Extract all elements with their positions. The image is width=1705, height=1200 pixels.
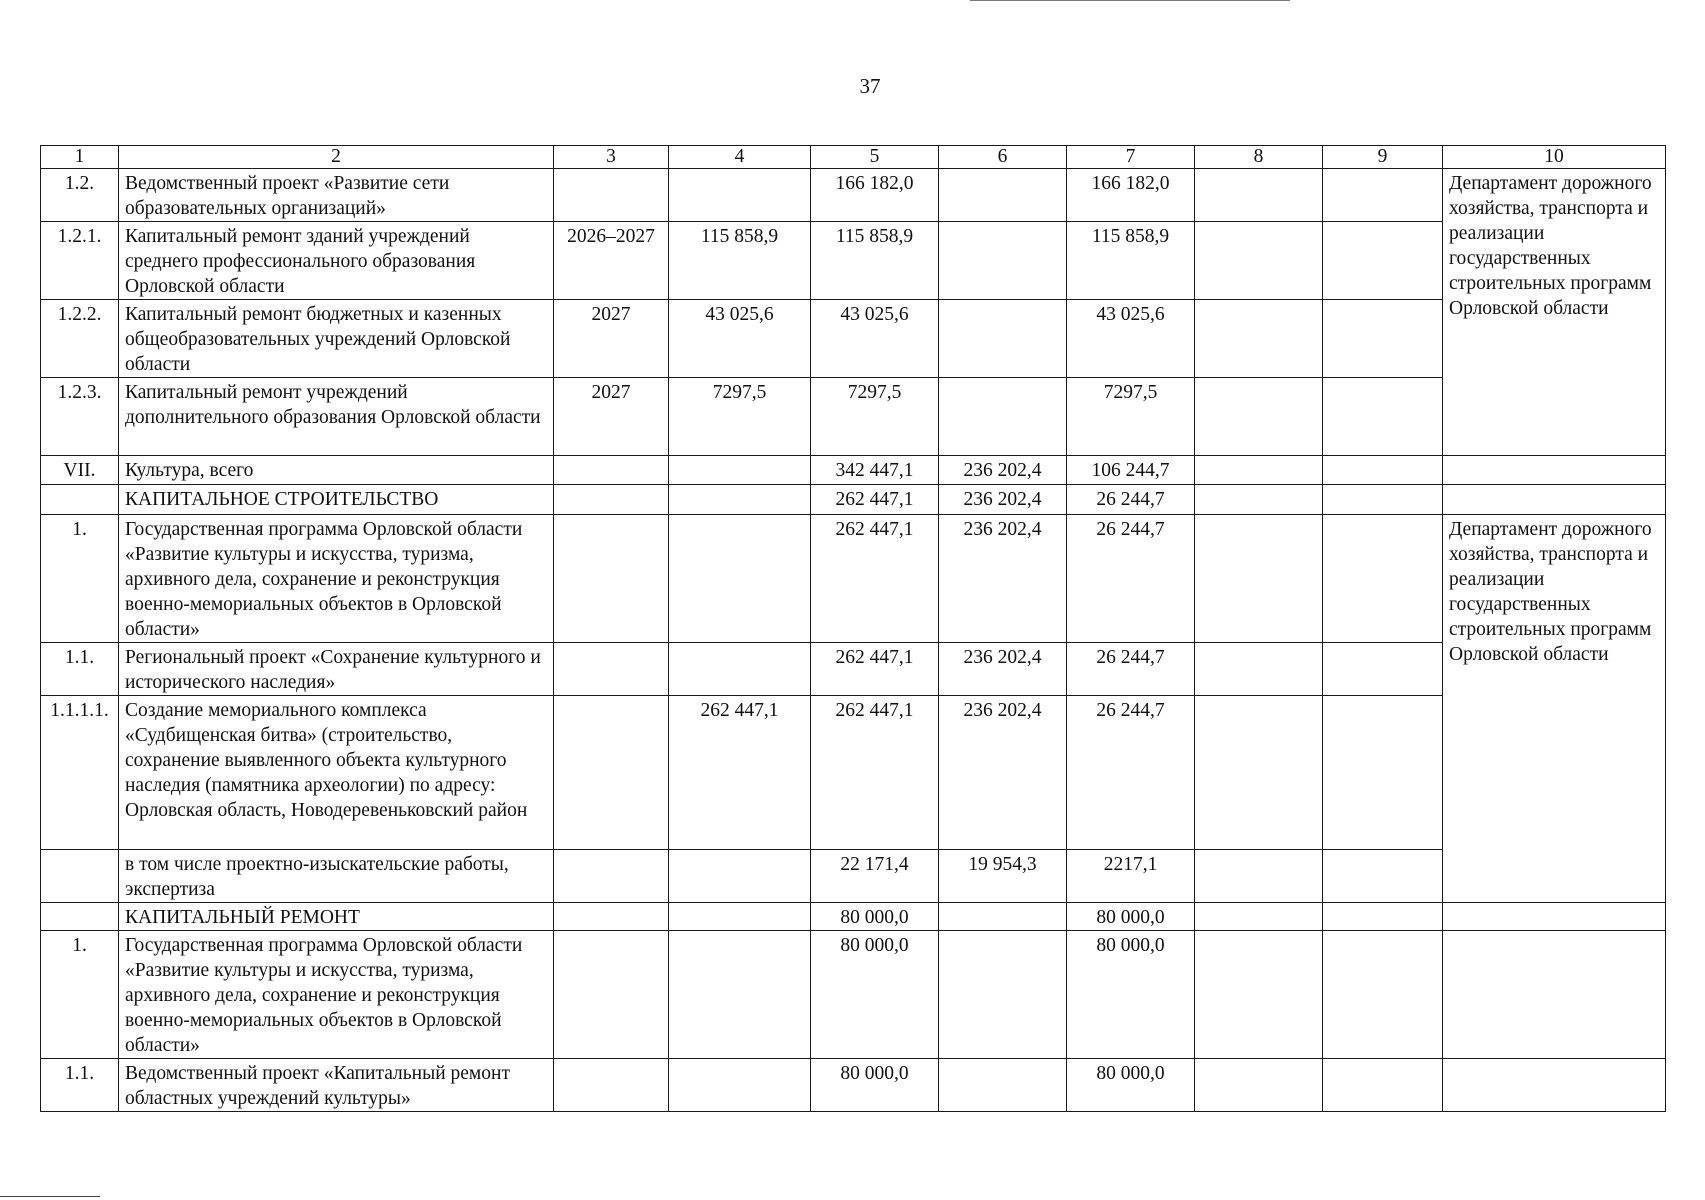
- cell-col8: [1195, 169, 1323, 222]
- budget-table: [40, 145, 1666, 1112]
- cell-col5: 43 025,6: [811, 300, 939, 378]
- table-row: [41, 850, 1666, 903]
- cell-col8: [1195, 485, 1323, 515]
- cell-col5: 262 447,1: [811, 696, 939, 850]
- row-name: Капитальный ремонт учреждений дополнительного образования Орловской области: [119, 378, 554, 456]
- cell-col3: 2026–2027: [554, 222, 669, 300]
- responsible-department: Департамент дорожного хозяйства, транспорта и реализации государственных строительных программ Орловской области: [1443, 169, 1666, 456]
- cell-col4: [669, 515, 811, 643]
- cell-col8: [1195, 222, 1323, 300]
- cell-col10: [1443, 456, 1666, 485]
- cell-col8: [1195, 696, 1323, 850]
- cell-col3: [554, 485, 669, 515]
- cell-col3: [554, 850, 669, 903]
- table-row: [41, 222, 1666, 300]
- cell-col3: 2027: [554, 300, 669, 378]
- cell-col7: 115 858,9: [1067, 222, 1195, 300]
- row-code: 1.: [41, 931, 119, 1059]
- cell-col7: 80 000,0: [1067, 931, 1195, 1059]
- header-cell: 2: [119, 146, 554, 169]
- header-cell: 7: [1067, 146, 1195, 169]
- cell-col7: 2217,1: [1067, 850, 1195, 903]
- header-cell: 5: [811, 146, 939, 169]
- cell-col3: [554, 169, 669, 222]
- cell-col8: [1195, 850, 1323, 903]
- row-code: 1.1.: [41, 643, 119, 696]
- cell-col3: [554, 1059, 669, 1112]
- cell-col5: 80 000,0: [811, 1059, 939, 1112]
- row-name: Культура, всего: [119, 456, 554, 485]
- cell-col9: [1323, 696, 1443, 850]
- table-row: [41, 456, 1666, 485]
- cell-col6: [939, 222, 1067, 300]
- cell-col6: 236 202,4: [939, 485, 1067, 515]
- cell-col9: [1323, 931, 1443, 1059]
- cell-col9: [1323, 903, 1443, 931]
- cell-col10: [1443, 485, 1666, 515]
- cell-col5: 342 447,1: [811, 456, 939, 485]
- cell-col6: 236 202,4: [939, 515, 1067, 643]
- header-cell: 8: [1195, 146, 1323, 169]
- cell-col10: [1443, 1059, 1666, 1112]
- row-code: [41, 850, 119, 903]
- cell-col9: [1323, 378, 1443, 456]
- cell-col4: [669, 485, 811, 515]
- table-row: [41, 169, 1666, 222]
- cell-col7: 26 244,7: [1067, 485, 1195, 515]
- row-code: 1.: [41, 515, 119, 643]
- top-edge-rule: [970, 0, 1290, 1]
- cell-col7: 26 244,7: [1067, 643, 1195, 696]
- cell-col5: 262 447,1: [811, 643, 939, 696]
- header-cell: 1: [41, 146, 119, 169]
- cell-col5: 80 000,0: [811, 903, 939, 931]
- cell-col5: 262 447,1: [811, 485, 939, 515]
- cell-col3: 2027: [554, 378, 669, 456]
- row-code: [41, 485, 119, 515]
- cell-col9: [1323, 169, 1443, 222]
- cell-col4: [669, 931, 811, 1059]
- cell-col6: [939, 169, 1067, 222]
- bottom-edge-rule: [0, 1196, 100, 1197]
- cell-col7: 26 244,7: [1067, 515, 1195, 643]
- header-cell: 4: [669, 146, 811, 169]
- section-heading: КАПИТАЛЬНОЕ СТРОИТЕЛЬСТВО: [119, 485, 554, 515]
- cell-col9: [1323, 456, 1443, 485]
- cell-col3: [554, 515, 669, 643]
- cell-col6: 236 202,4: [939, 696, 1067, 850]
- table-row: [41, 485, 1666, 515]
- cell-col7: 80 000,0: [1067, 903, 1195, 931]
- header-cell: 3: [554, 146, 669, 169]
- row-name: Капитальный ремонт бюджетных и казенных общеобразовательных учреждений Орловской области: [119, 300, 554, 378]
- table-row: [41, 696, 1666, 850]
- cell-col6: 236 202,4: [939, 643, 1067, 696]
- cell-col3: [554, 643, 669, 696]
- cell-col7: 80 000,0: [1067, 1059, 1195, 1112]
- cell-col3: [554, 903, 669, 931]
- row-code: 1.1.: [41, 1059, 119, 1112]
- cell-col4: 115 858,9: [669, 222, 811, 300]
- cell-col3: [554, 931, 669, 1059]
- header-cell: 6: [939, 146, 1067, 169]
- cell-col5: 262 447,1: [811, 515, 939, 643]
- page-number: 37: [859, 74, 881, 98]
- cell-col4: [669, 903, 811, 931]
- cell-col7: 43 025,6: [1067, 300, 1195, 378]
- cell-col9: [1323, 1059, 1443, 1112]
- row-code: VII.: [41, 456, 119, 485]
- section-heading: КАПИТАЛЬНЫЙ РЕМОНТ: [119, 903, 554, 931]
- table-row: [41, 515, 1666, 643]
- row-code: 1.2.1.: [41, 222, 119, 300]
- row-name: Государственная программа Орловской области «Развитие культуры и искусства, туризма, архивного дела, сохранение и реконструкция военно-мемориальных объектов в Орловской области»: [119, 931, 554, 1059]
- cell-col6: [939, 1059, 1067, 1112]
- cell-col5: 22 171,4: [811, 850, 939, 903]
- cell-col10: [1443, 903, 1666, 931]
- cell-col7: 7297,5: [1067, 378, 1195, 456]
- table-row: [41, 643, 1666, 696]
- cell-col8: [1195, 300, 1323, 378]
- cell-col6: [939, 931, 1067, 1059]
- row-name: Создание мемориального комплекса «Судбищенская битва» (строительство, сохранение выявленного объекта культурного наследия (памятника археологии) по адресу: Орловская область, Новодеревеньковский район: [119, 696, 554, 850]
- cell-col9: [1323, 485, 1443, 515]
- cell-col4: 7297,5: [669, 378, 811, 456]
- table-row: [41, 1059, 1666, 1112]
- row-name: Ведомственный проект «Развитие сети образовательных организаций»: [119, 169, 554, 222]
- header-cell: 9: [1323, 146, 1443, 169]
- cell-col8: [1195, 931, 1323, 1059]
- cell-col6: 19 954,3: [939, 850, 1067, 903]
- table-row: [41, 931, 1666, 1059]
- cell-col3: [554, 696, 669, 850]
- row-code: 1.1.1.1.: [41, 696, 119, 850]
- cell-col9: [1323, 222, 1443, 300]
- row-code: 1.2.2.: [41, 300, 119, 378]
- header-cell: 10: [1443, 146, 1666, 169]
- row-name: Капитальный ремонт зданий учреждений среднего профессионального образования Орловской области: [119, 222, 554, 300]
- row-code: [41, 903, 119, 931]
- cell-col4: [669, 456, 811, 485]
- cell-col4: [669, 169, 811, 222]
- cell-col10: [1443, 931, 1666, 1059]
- table-row: [41, 903, 1666, 931]
- cell-col5: 7297,5: [811, 378, 939, 456]
- cell-col5: 115 858,9: [811, 222, 939, 300]
- cell-col6: 236 202,4: [939, 456, 1067, 485]
- table-row: [41, 378, 1666, 456]
- cell-col4: 43 025,6: [669, 300, 811, 378]
- row-name: в том числе проектно-изыскательские работы, экспертиза: [119, 850, 554, 903]
- cell-col6: [939, 300, 1067, 378]
- cell-col4: [669, 850, 811, 903]
- cell-col7: 106 244,7: [1067, 456, 1195, 485]
- row-code: 1.2.: [41, 169, 119, 222]
- cell-col8: [1195, 1059, 1323, 1112]
- row-name: Региональный проект «Сохранение культурного и исторического наследия»: [119, 643, 554, 696]
- cell-col9: [1323, 515, 1443, 643]
- cell-col3: [554, 456, 669, 485]
- cell-col5: 80 000,0: [811, 931, 939, 1059]
- cell-col8: [1195, 456, 1323, 485]
- responsible-department: Департамент дорожного хозяйства, транспорта и реализации государственных строительных программ Орловской области: [1443, 515, 1666, 903]
- row-name: Ведомственный проект «Капитальный ремонт областных учреждений культуры»: [119, 1059, 554, 1112]
- row-name: Государственная программа Орловской области «Развитие культуры и искусства, туризма, архивного дела, сохранение и реконструкция военно-мемориальных объектов в Орловской области»: [119, 515, 554, 643]
- cell-col6: [939, 903, 1067, 931]
- cell-col5: 166 182,0: [811, 169, 939, 222]
- row-code: 1.2.3.: [41, 378, 119, 456]
- cell-col9: [1323, 300, 1443, 378]
- cell-col8: [1195, 643, 1323, 696]
- cell-col9: [1323, 850, 1443, 903]
- cell-col7: 166 182,0: [1067, 169, 1195, 222]
- cell-col4: 262 447,1: [669, 696, 811, 850]
- table-row: [41, 300, 1666, 378]
- cell-col8: [1195, 903, 1323, 931]
- cell-col4: [669, 643, 811, 696]
- table-header-row: [41, 146, 1666, 169]
- cell-col7: 26 244,7: [1067, 696, 1195, 850]
- cell-col8: [1195, 378, 1323, 456]
- cell-col8: [1195, 515, 1323, 643]
- cell-col6: [939, 378, 1067, 456]
- cell-col9: [1323, 643, 1443, 696]
- cell-col4: [669, 1059, 811, 1112]
